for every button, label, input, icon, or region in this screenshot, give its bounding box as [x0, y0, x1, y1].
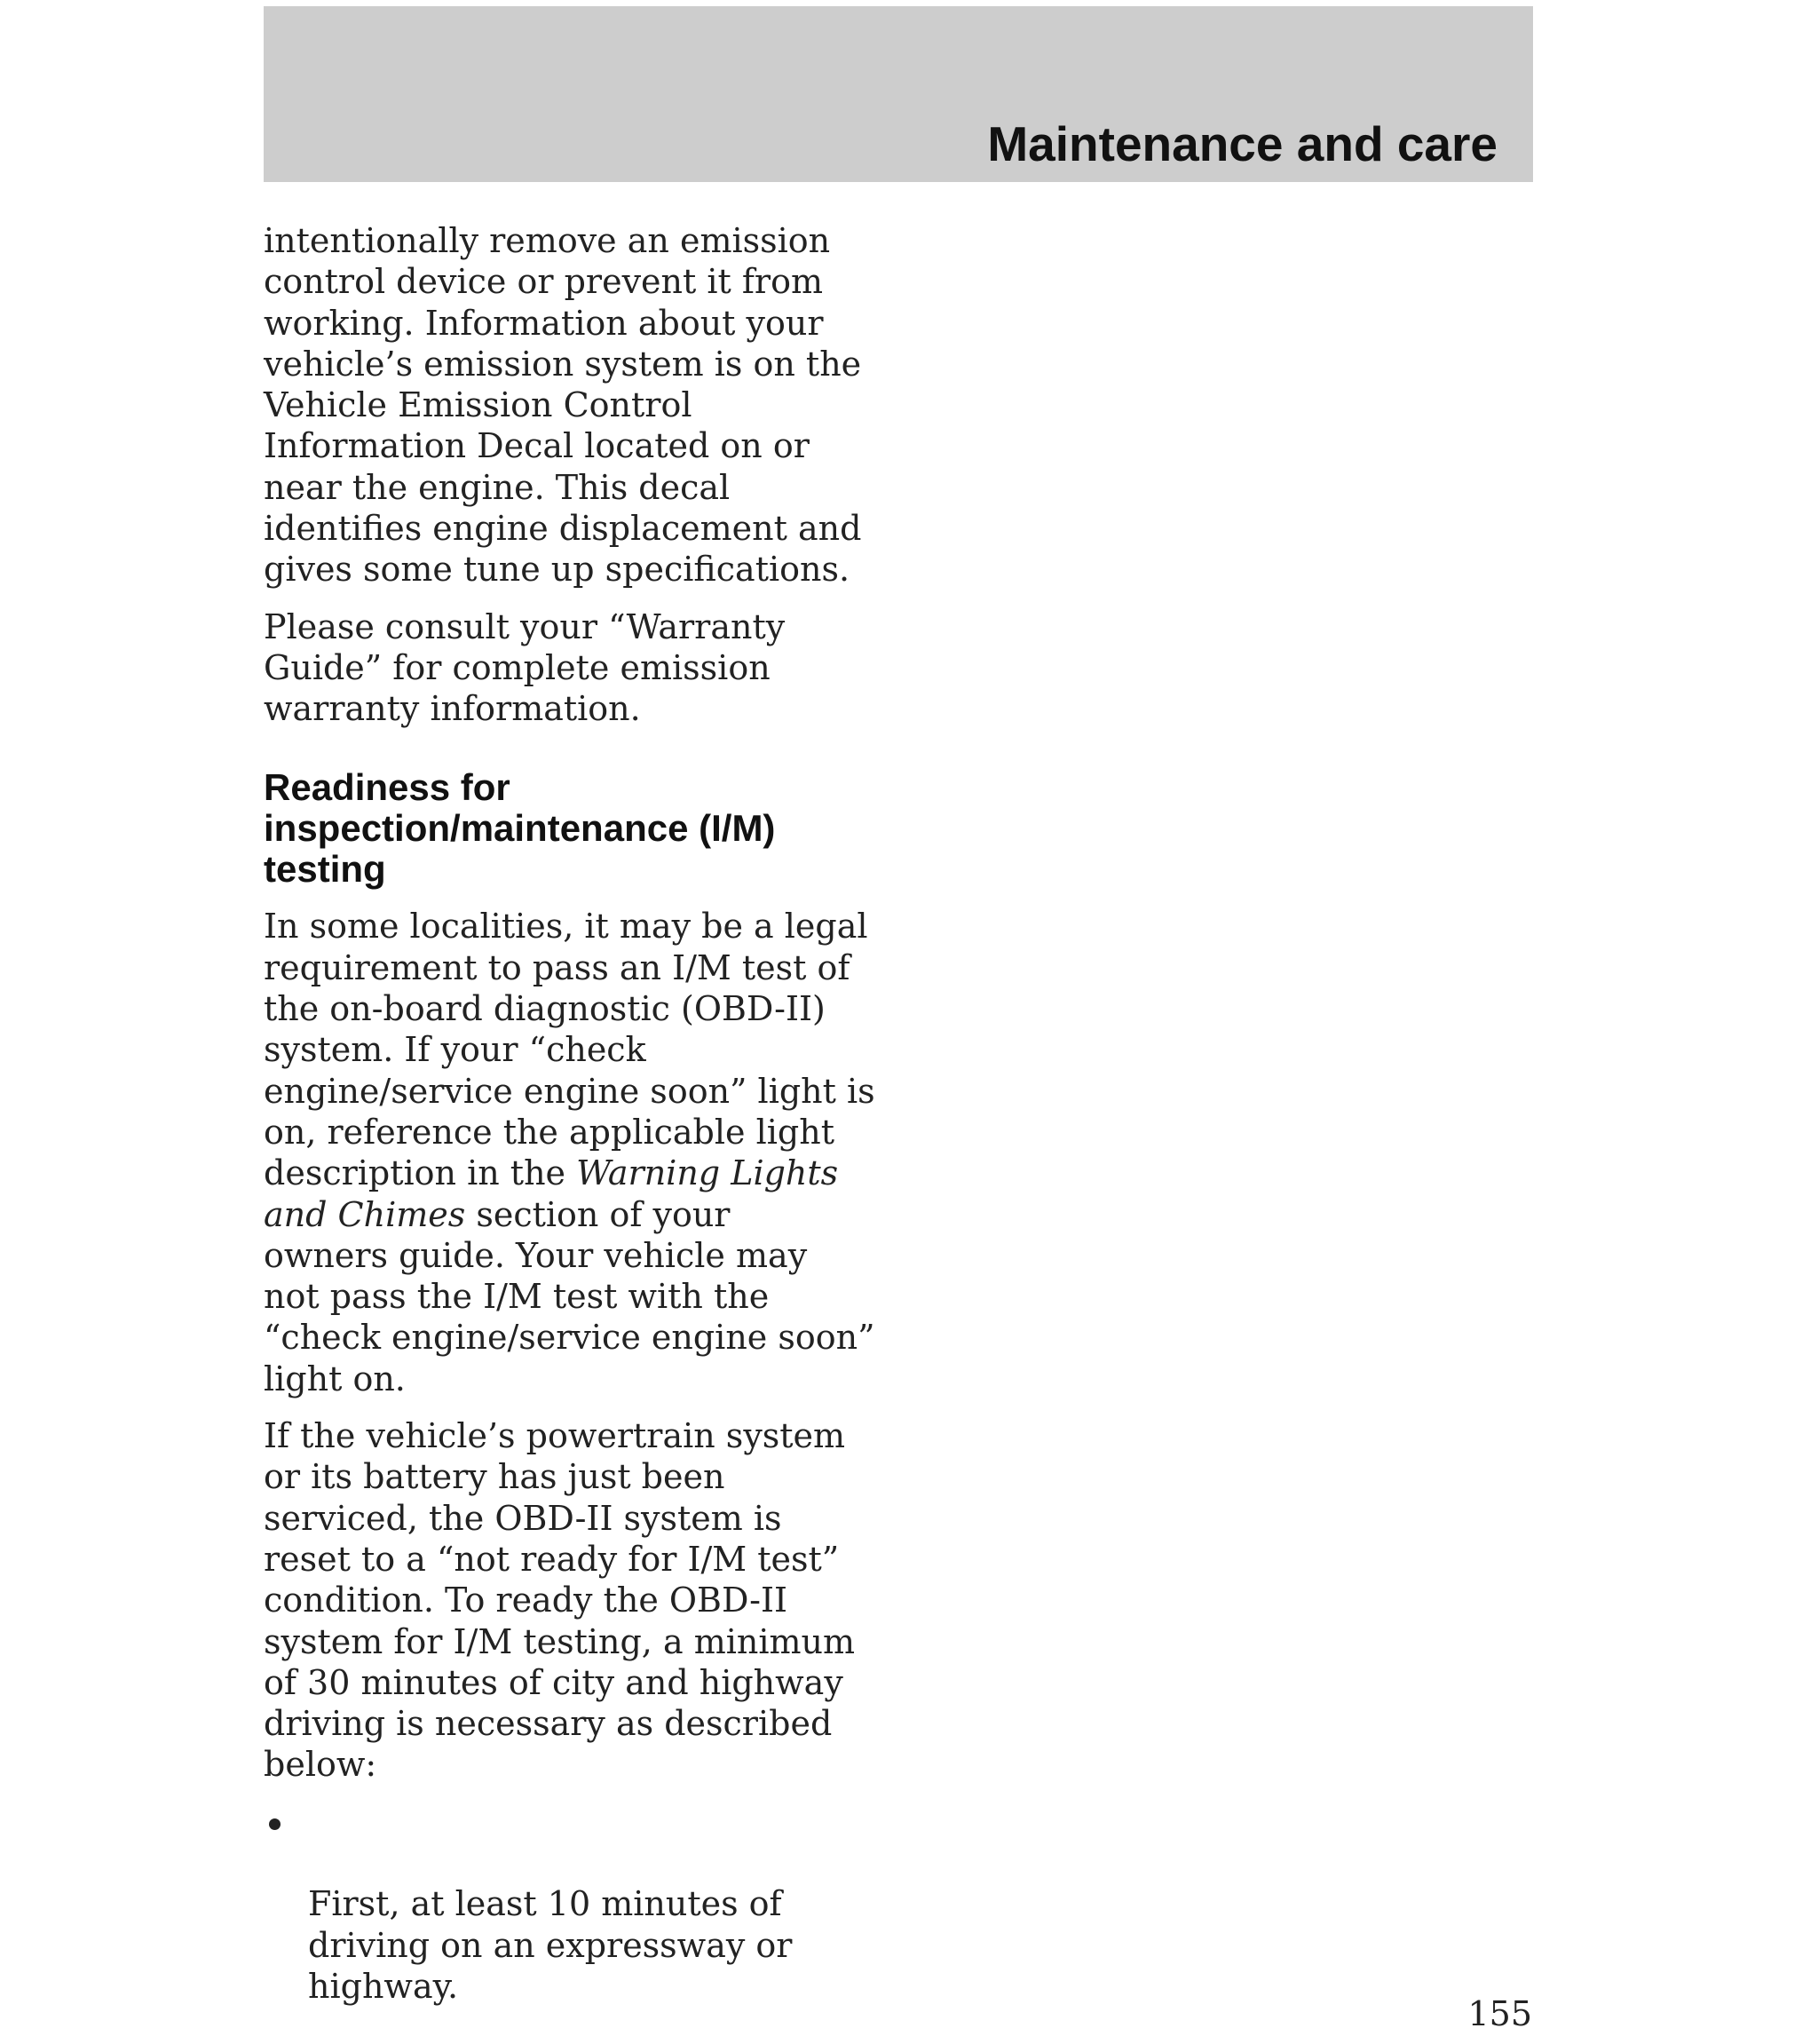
paragraph-emission-decal: intentionally remove an emission control device or prevent it from working. Information about your vehicle’s emission system is on the Vehicle Emission Control Information Decal located on or near the engine. This decal identifies engine displacement and gives some tune up specifications.	[264, 221, 862, 590]
list-item	[264, 1802, 885, 2007]
page-number: 155	[1467, 1994, 1532, 2033]
bullet-icon	[269, 1818, 281, 1830]
paragraph-im-test-text-1: In some localities, it may be a legal requirement to pass an I/M test of the on-board diagnostic (OBD-II) system. If your “check engine/service engine soon” light is on, reference the applicable light description in the	[264, 907, 875, 1193]
heading-im-readiness: Readiness for inspection/maintenance (I/M) testing	[264, 765, 776, 891]
paragraph-obd-reset: If the vehicle’s powertrain system or its battery has just been serviced, the OBD-II system is reset to a “not ready for I/M test” condition. To ready the OBD-II system for I/M testing, a minimum of 30 minutes of city and highway driving is necessary as described below:	[264, 1416, 856, 1785]
paragraph-warranty-guide: Please consult your “Warranty Guide” for complete emission warranty information.	[264, 606, 786, 729]
section-title: Maintenance and care	[987, 116, 1498, 171]
list-item-text: First, at least 10 minutes of driving on an expressway or highway.	[308, 1884, 793, 2006]
driving-steps-list	[264, 1802, 885, 2007]
paragraph-im-test	[264, 906, 885, 1399]
warning-lights-reference: Warning Lights and Chimes	[264, 1153, 839, 1234]
text-column	[264, 220, 885, 2007]
header-band	[264, 6, 1533, 182]
paragraph-im-test-text-2: section of your owners guide. Your vehicle may not pass the I/M test with the “check engine/service engine soon” light on.	[264, 1194, 875, 1398]
